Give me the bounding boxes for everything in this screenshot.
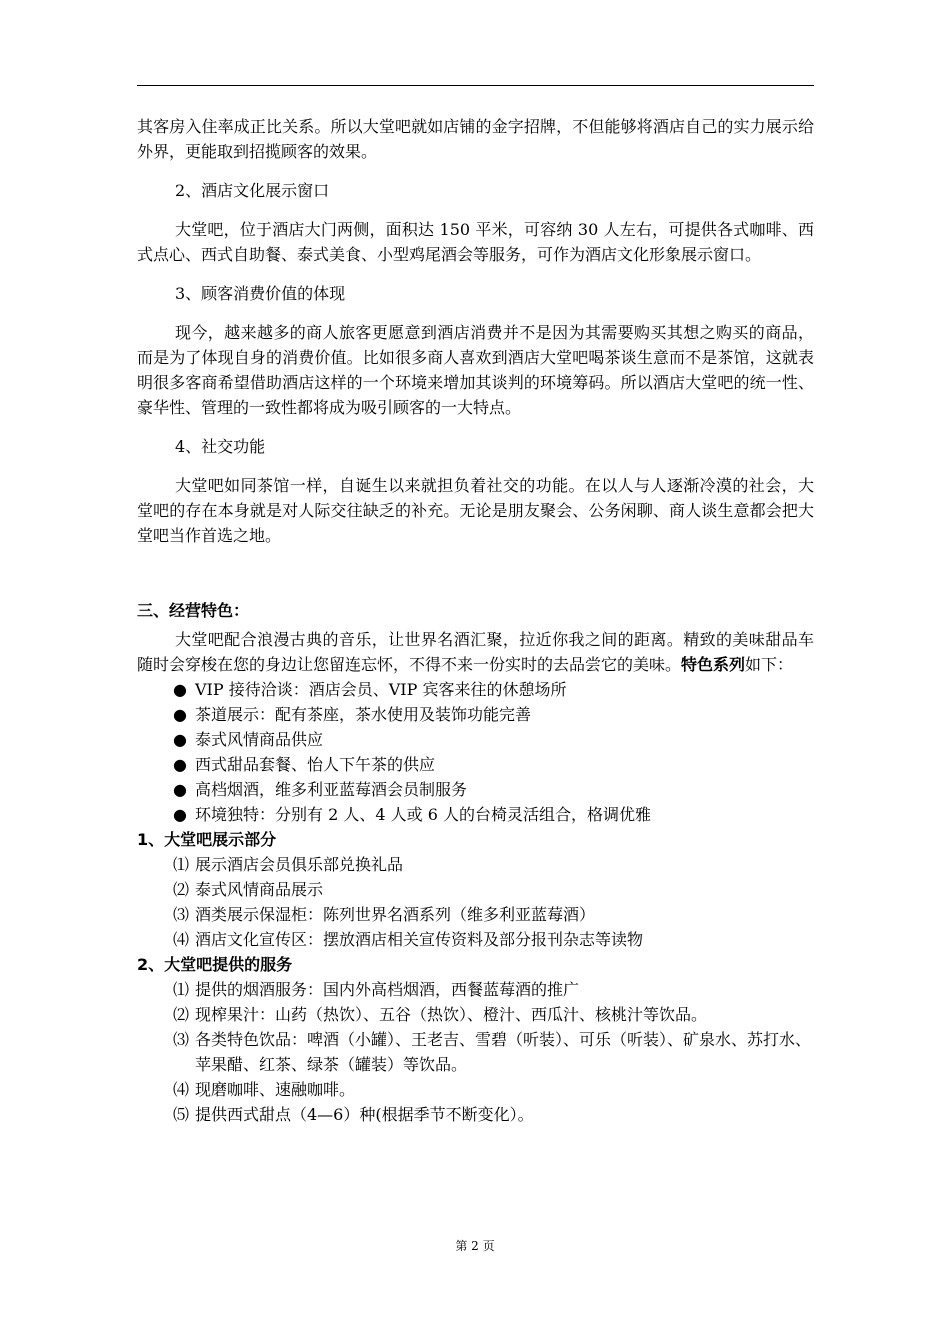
list-item: ⑸ 提供西式甜点（4—6）种(根据季节不断变化）。 bbox=[173, 1105, 534, 1124]
list-item: ● VIP 接待洽谈：酒店会员、VIP 宾客来往的休憩场所 bbox=[137, 677, 814, 702]
services-heading: 2、大堂吧提供的服务 bbox=[137, 955, 293, 974]
list-item: ⑵ 现榨果汁：山药（热饮）、五谷（热饮）、橙汁、西瓜汁、核桃汁等饮品。 bbox=[173, 1005, 708, 1024]
list-item: ● 茶道展示：配有茶座，茶水使用及装饰功能完善 bbox=[137, 702, 814, 727]
list-item: ⑴ 提供的烟酒服务：国内外高档烟酒，西餐蓝莓酒的推广 bbox=[173, 980, 580, 999]
bullet-icon: ● bbox=[173, 730, 187, 749]
section-4-heading: 4、社交功能 bbox=[175, 437, 266, 456]
part-3-body-bold: 特色系列 bbox=[681, 655, 746, 674]
list-item: ⑷ 现磨咖啡、速融咖啡。 bbox=[173, 1080, 356, 1099]
bullet-icon: ● bbox=[173, 705, 187, 724]
section-3-heading: 3、顾客消费价值的体现 bbox=[175, 284, 346, 303]
list-item: ⑶ 酒类展示保湿柜：陈列世界名酒系列（维多利亚蓝莓酒） bbox=[173, 905, 596, 924]
bullet-icon: ● bbox=[173, 805, 187, 824]
list-item: ● 环境独特：分别有 2 人、4 人或 6 人的台椅灵活组合，格调优雅 bbox=[137, 802, 814, 827]
list-item: ● 西式甜品套餐、怡人下午茶的供应 bbox=[137, 752, 814, 777]
list-item: ⑵ 泰式风情商品展示 bbox=[173, 880, 324, 899]
list-item: ● 泰式风情商品供应 bbox=[137, 727, 814, 752]
section-2-heading: 2、酒店文化展示窗口 bbox=[175, 181, 330, 200]
display-list bbox=[137, 852, 814, 952]
section-2-body: 大堂吧，位于酒店大门两侧，面积达 150 平米，可容纳 30 人左右，可提供各式咖啡、西式点心、西式自助餐、泰式美食、小型鸡尾酒会等服务，可作为酒店文化形象展示窗口。 bbox=[137, 220, 814, 264]
header-rule bbox=[137, 85, 814, 86]
list-item: ⑴ 展示酒店会员俱乐部兑换礼品 bbox=[173, 855, 404, 874]
part-3-heading: 三、经营特色： bbox=[137, 601, 250, 620]
list-item: ⑷ 酒店文化宣传区：摆放酒店相关宣传资料及部分报刊杂志等读物 bbox=[173, 930, 644, 949]
part-3-body bbox=[137, 627, 814, 677]
bullet-icon: ● bbox=[173, 755, 187, 774]
intro-paragraph: 其客房入住率成正比关系。所以大堂吧就如店铺的金字招牌，不但能够将酒店自己的实力展示给外界，更能取到招揽顾客的效果。 bbox=[137, 117, 814, 161]
list-item: ⑶ 各类特色饮品：啤酒（小罐）、王老吉、雪碧（听装）、可乐（听装）、矿泉水、苏打水、苹果醋、红茶、绿茶（罐装）等饮品。 bbox=[173, 1030, 812, 1074]
display-heading: 1、大堂吧展示部分 bbox=[137, 830, 277, 849]
part-3-body-start: 大堂吧配合浪漫古典的音乐，让世界名酒汇聚，拉近你我之间的距离。精致的美味甜品车随时会穿梭在您的身边让您留连忘怀，不得不来一份实时的去品尝它的美味。 bbox=[137, 630, 814, 674]
section-3-body: 现今，越来越多的商人旅客更愿意到酒店消费并不是因为其需要购买其想之购买的商品，而是为了体现自身的消费价值。比如很多商人喜欢到酒店大堂吧喝茶谈生意而不是茶馆，这就表明很多客商希望借助酒店这样的一个环境来增加其谈判的环境筹码。所以酒店大堂吧的统一性、豪华性、管理的一致性都将成为吸引顾客的一大特点。 bbox=[137, 323, 814, 417]
bullet-icon: ● bbox=[173, 780, 187, 799]
services-list bbox=[137, 977, 814, 1127]
list-item: ● 高档烟酒，维多利亚蓝莓酒会员制服务 bbox=[137, 777, 814, 802]
part-3-body-end: 如下： bbox=[745, 655, 794, 674]
document-body bbox=[137, 114, 814, 1127]
section-4-body: 大堂吧如同茶馆一样，自诞生以来就担负着社交的功能。在以人与人逐渐冷漠的社会，大堂吧的存在本身就是对人际交往缺乏的补充。无论是朋友聚会、公务闲聊、商人谈生意都会把大堂吧当作首选之地。 bbox=[137, 476, 814, 545]
bullet-icon: ● bbox=[173, 680, 187, 699]
page-number: 第 2 页 bbox=[455, 1239, 495, 1253]
feature-list bbox=[137, 677, 814, 827]
